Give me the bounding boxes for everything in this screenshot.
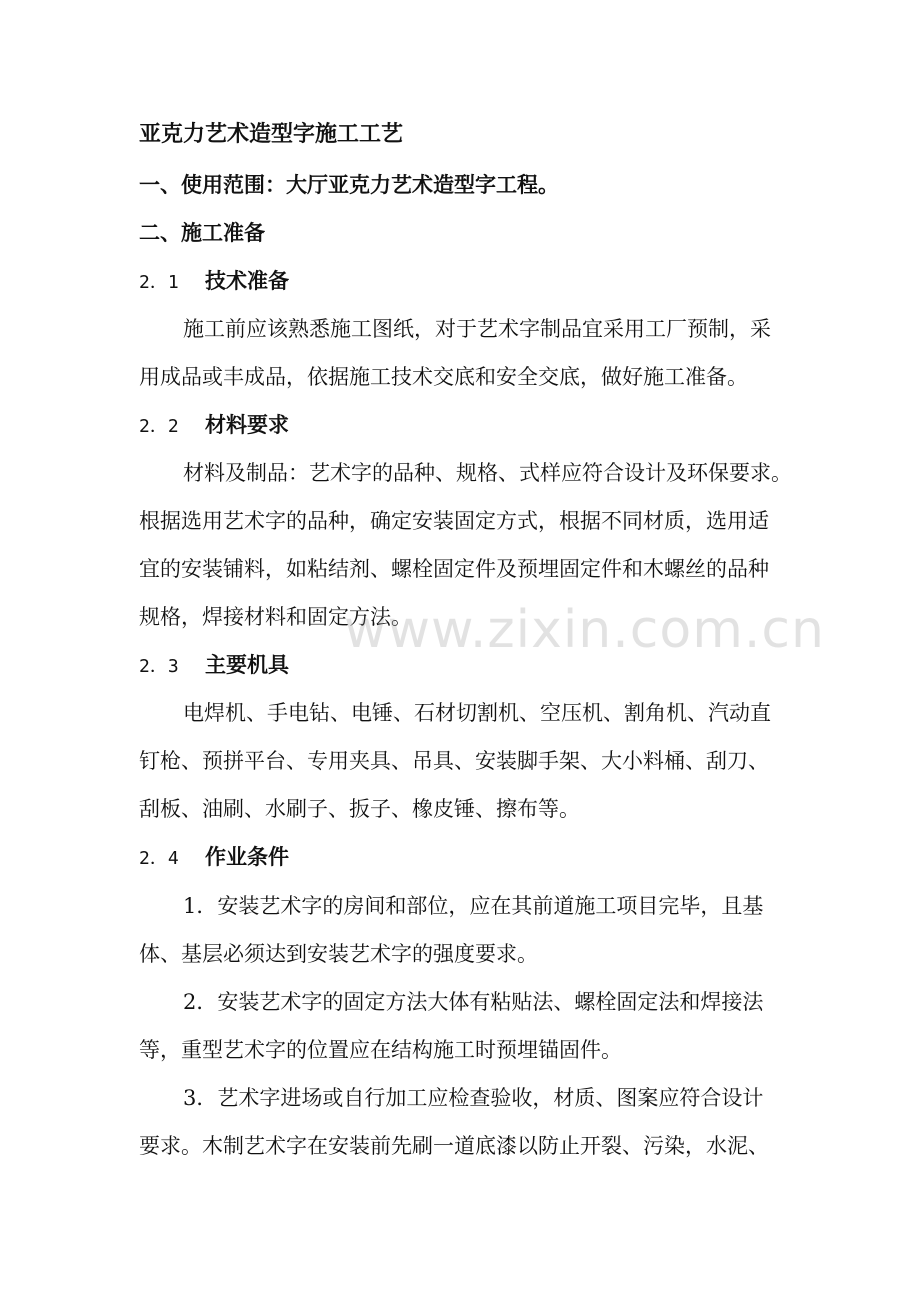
subsection-heading-tools (139, 650, 289, 682)
paragraph-line: 规格，焊接材料和固定方法。 (139, 605, 412, 629)
paragraph-line: 等，重型艺术字的位置应在结构施工时预埋锚固件。 (139, 1038, 622, 1062)
subsection-heading-materials (139, 410, 289, 442)
paragraph-line: 施工前应该熟悉施工图纸，对于艺术字制品宜采用工厂预制，采 (183, 317, 771, 341)
paragraph-line: 刮板、油刷、水刷子、扳子、橡皮锤、擦布等。 (139, 797, 580, 821)
subsection-heading-conditions (139, 842, 289, 874)
subsection-number: 2．4 (139, 848, 179, 869)
document-title: 亚克力艺术造型字施工工艺 (139, 121, 404, 147)
paragraph-line: 根据选用艺术字的品种，确定安装固定方式，根据不同材质，选用适 (139, 509, 769, 533)
paragraph-line: 电焊机、手电钻、电锤、石材切割机、空压机、割角机、汽动直 (183, 701, 771, 725)
watermark: www.zixin.com.cn (344, 600, 825, 660)
subsection-label: 作业条件 (205, 845, 289, 869)
paragraph-line: 用成品或丰成品，依据施工技术交底和安全交底，做好施工准备。 (139, 365, 748, 389)
paragraph-line: 材料及制品：艺术字的品种、规格、式样应符合设计及环保要求。 (183, 461, 792, 485)
paragraph-line: 3．艺术字进场或自行加工应检查验收，材质、图案应符合设计 (183, 1086, 764, 1110)
paragraph-line: 要求。木制艺术字在安装前先刷一道底漆以防止开裂、污染，水泥、 (139, 1134, 769, 1158)
paragraph-line: 宜的安装铺料，如粘结剂、螺栓固定件及预埋固定件和木螺丝的品种 (139, 557, 769, 581)
subsection-label: 材料要求 (205, 413, 289, 437)
subsection-number: 2．3 (139, 656, 179, 677)
subsection-label: 技术准备 (205, 269, 289, 293)
subsection-label: 主要机具 (205, 653, 289, 677)
subsection-number: 2．1 (139, 272, 179, 293)
section-heading-preparation: 二、施工准备 (139, 221, 265, 245)
section-heading-scope: 一、使用范围：大厅亚克力艺术造型字工程。 (139, 173, 559, 197)
paragraph-line: 1．安装艺术字的房间和部位，应在其前道施工项目完毕，且基 (183, 894, 764, 918)
paragraph-line: 2．安装艺术字的固定方法大体有粘贴法、螺栓固定法和焊接法 (183, 990, 764, 1014)
paragraph-line: 钉枪、预拼平台、专用夹具、吊具、安装脚手架、大小料桶、刮刀、 (139, 749, 769, 773)
paragraph-line: 体、基层必须达到安装艺术字的强度要求。 (139, 942, 538, 966)
subsection-number: 2．2 (139, 416, 179, 437)
subsection-heading-technical (139, 266, 289, 298)
